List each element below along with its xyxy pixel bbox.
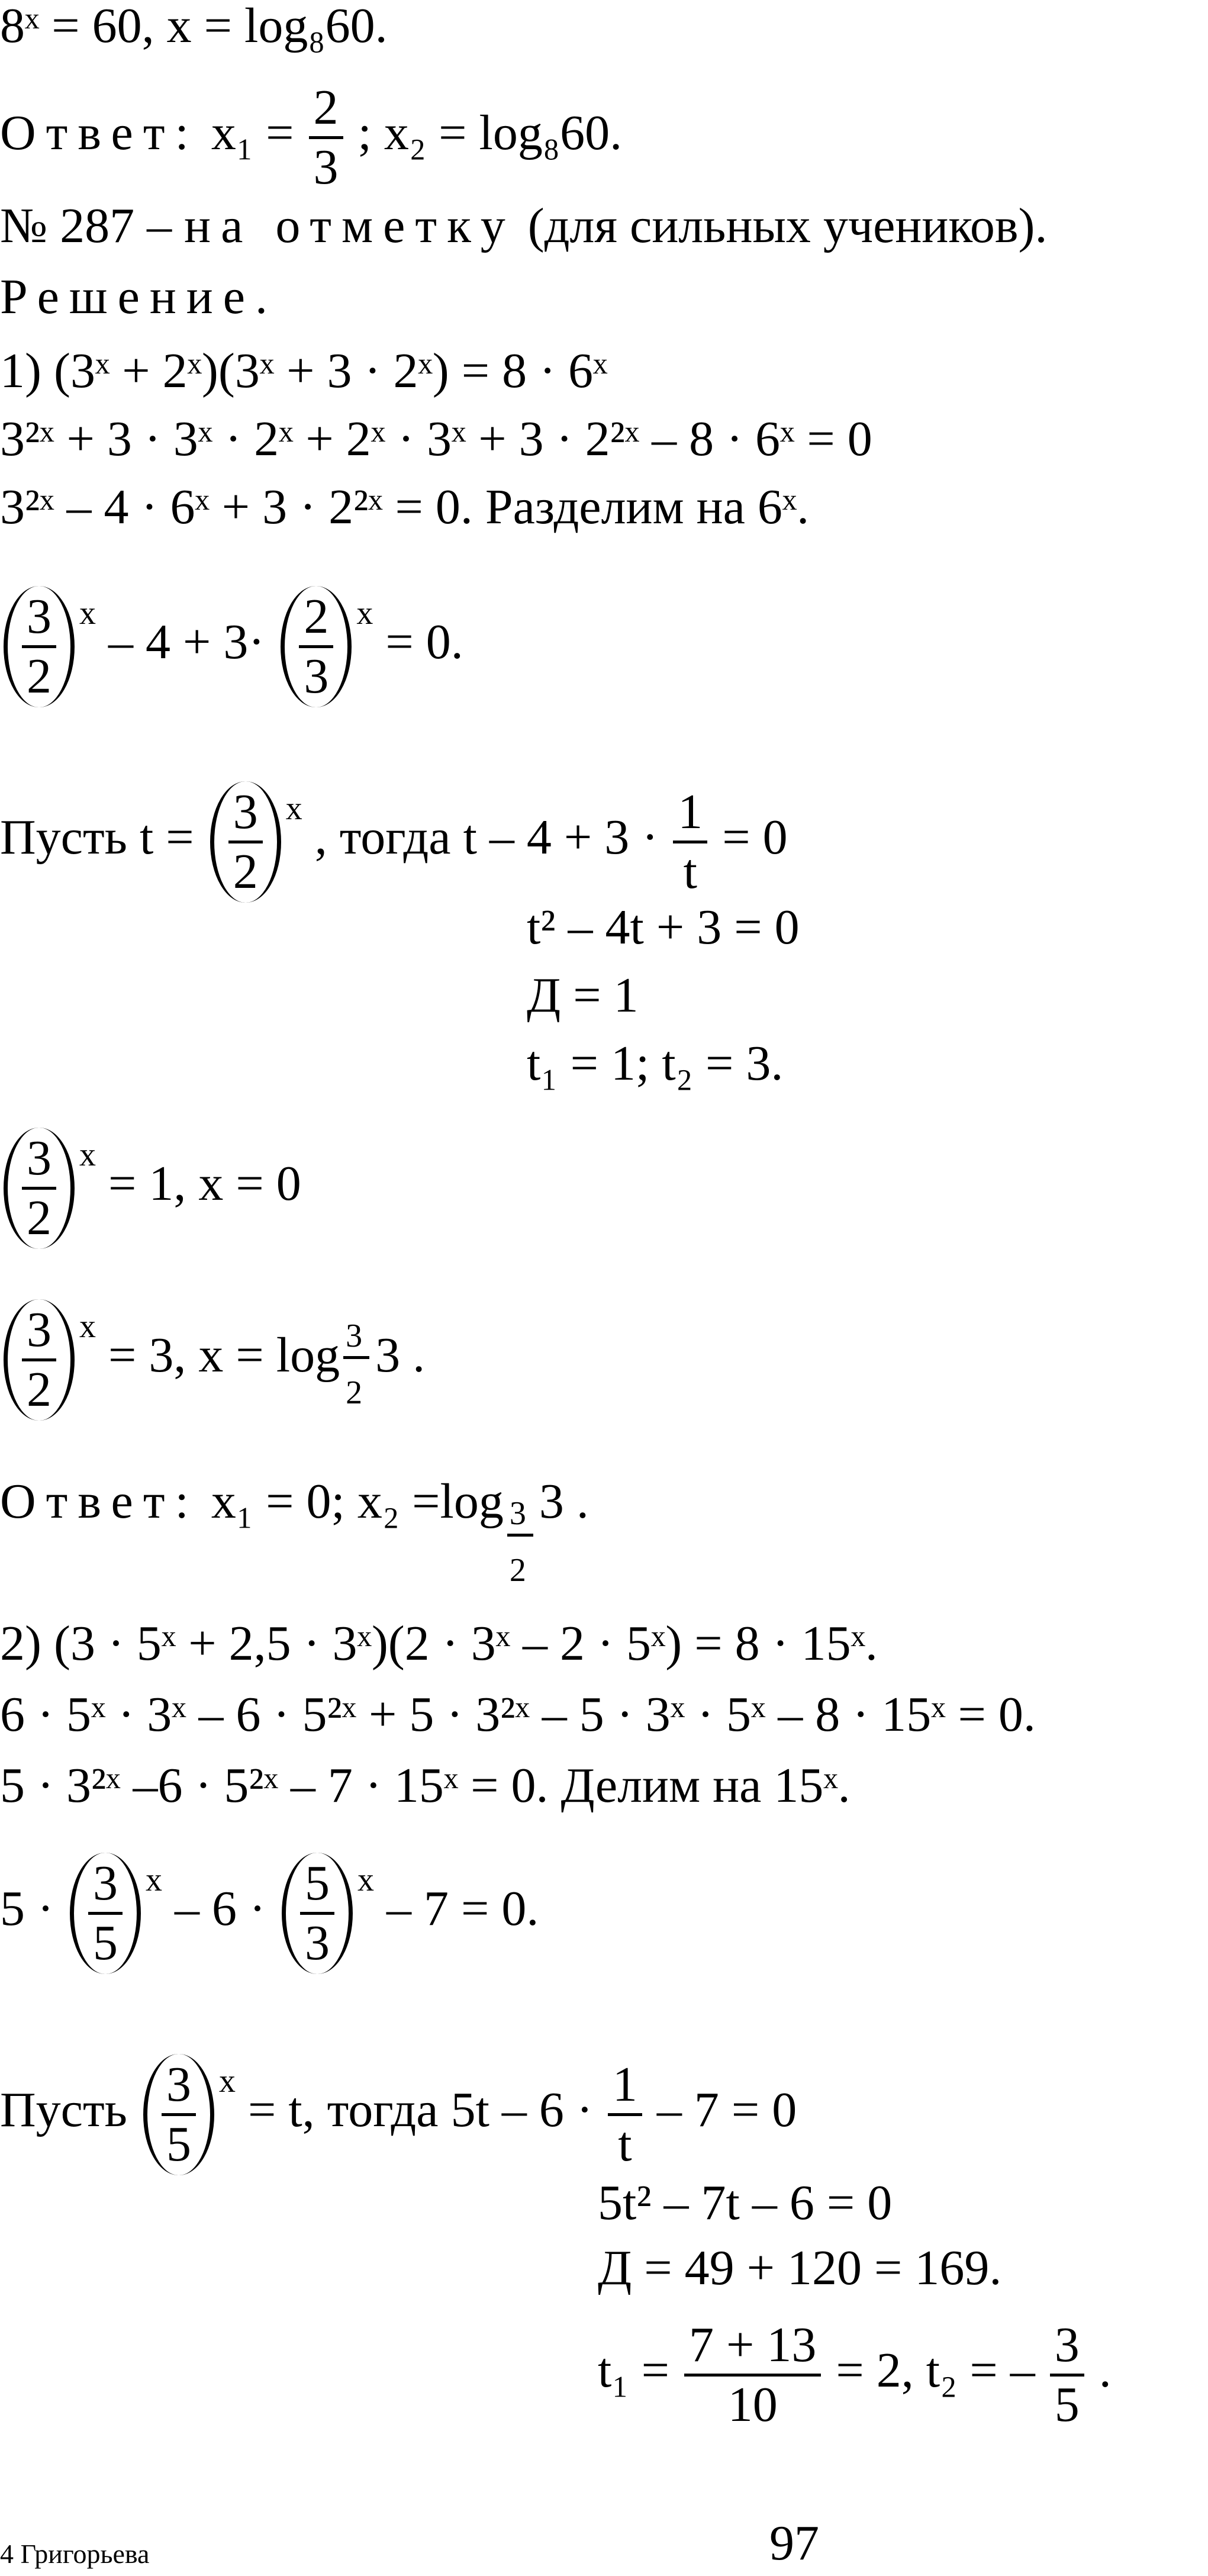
answer-line-1 [0, 80, 623, 195]
paren-three-halves: $\frac{3}{2}$ [4, 586, 75, 707]
equation-3: 3²ˣ – 4 · 6ˣ + 3 · 2²ˣ = 0. Разделим на 6ˣ. [0, 479, 810, 534]
paren-two-thirds: $\frac{2}{3}$ [281, 586, 352, 707]
equation-2: 3²ˣ + 3 · 3ˣ · 2ˣ + 2ˣ · 3ˣ + 3 · 2²ˣ – 8 · 6ˣ = 0 [0, 411, 872, 466]
problem-heading [0, 198, 1048, 253]
problem-note: (для сильных учеников). [527, 198, 1048, 253]
footer-signature: 4 Григорьева [0, 2539, 150, 2569]
roots: t₁ = 1; t₂ = 3. [527, 1036, 784, 1091]
discriminant-2: Д = 49 + 120 = 169. [598, 2240, 1002, 2295]
line-log-equation: 8ˣ = 60, x = log₈60. [0, 0, 388, 53]
case-t-equals-3: $\frac{3}{2}$ $^x$ = 3, x = log 3 2 3 . [0, 1299, 425, 1421]
quadratic-equation-2: 5t² – 7t – 6 = 0 [598, 2175, 893, 2230]
answer-label: Ответ: [0, 105, 199, 160]
fraction-two-thirds: $\frac{2}{3}$ [309, 83, 343, 192]
answer-line-2: Ответ: x₁ = 0; x₂ =log 3 2 3 . [0, 1474, 589, 1589]
problem-grade: на отметку [184, 198, 516, 253]
fraction-seven-plus-thirteen-over-ten: $\frac{7 + 13}{10}$ [684, 2320, 821, 2430]
paren-three-halves: $\frac{3}{2}$ [4, 1299, 75, 1421]
paren-five-thirds: $\frac{5}{3}$ [282, 1853, 353, 1974]
equation-6: 6 · 5ˣ · 3ˣ – 6 · 5²ˣ + 5 · 3²ˣ – 5 · 3ˣ · 5ˣ – 8 · 15ˣ = 0. [0, 1687, 1036, 1742]
substitution-line: Пусть t = $\frac{3}{2}$ $^x$ , тогда t – 4 + 3 · $\frac{1}{t}$ = 0 [0, 781, 788, 903]
page-number: 97 [769, 2516, 819, 2571]
equation-8: 5 · $\frac{3}{5}$ $^x$ – 6 · $\frac{5}{3}$ $^x$ – 7 = 0. [0, 1853, 539, 1974]
substitution-line-2: Пусть $\frac{3}{5}$ $^x$ = t, тогда 5t – 6 · $\frac{1}{t}$ – 7 = 0 [0, 2054, 797, 2175]
paren-three-halves: $\frac{3}{2}$ [4, 1128, 75, 1249]
answer-x2: ; x₂ = log₈60. [357, 105, 623, 160]
fraction-one-over-t: $\frac{1}{t}$ [608, 2060, 642, 2169]
fraction-one-over-t: $\frac{1}{t}$ [673, 787, 707, 897]
roots-2: t₁ = $\frac{7 + 13}{10}$ = 2, t₂ = – $\frac{3}{5}$ . [598, 2317, 1112, 2432]
equation-5: 2) (3 · 5ˣ + 2,5 · 3ˣ)(2 · 3ˣ – 2 · 5ˣ) = 8 · 15ˣ. [0, 1616, 878, 1671]
fraction-three-fifths: $\frac{3}{5}$ [1050, 2320, 1084, 2430]
problem-number: № 287 – [0, 198, 172, 253]
solution-label: Решение. [0, 269, 278, 324]
answer-x1: x₁ = [211, 105, 294, 160]
equation-4: $\frac{3}{2}$ $^x$ – 4 + 3· $\frac{2}{3}$ $^x$ = 0. [0, 586, 463, 707]
paren-three-fifths: $\frac{3}{5}$ [143, 2054, 214, 2175]
paren-three-halves: $\frac{3}{2}$ [210, 781, 281, 903]
discriminant: Д = 1 [527, 968, 639, 1023]
log-base-three-halves: 3 2 [504, 1477, 539, 1527]
equation-1: 1) (3ˣ + 2ˣ)(3ˣ + 3 · 2ˣ) = 8 · 6ˣ [0, 343, 608, 398]
equation-7: 5 · 3²ˣ –6 · 5²ˣ – 7 · 15ˣ = 0. Делим на 15ˣ. [0, 1758, 851, 1813]
case-t-equals-1: $\frac{3}{2}$ $^x$ = 1, x = 0 [0, 1128, 301, 1249]
paren-three-fifths: $\frac{3}{5}$ [70, 1853, 141, 1974]
quadratic-equation: t² – 4t + 3 = 0 [527, 900, 800, 955]
log-base-three-halves: 3 2 [340, 1299, 375, 1349]
